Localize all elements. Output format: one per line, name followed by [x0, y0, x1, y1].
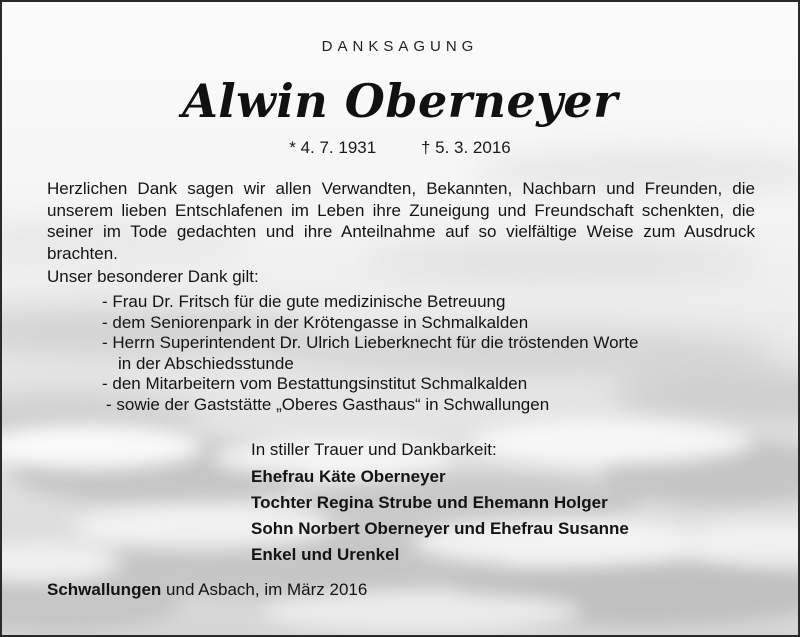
- notice-content: [2, 2, 798, 635]
- thanks-item: - dem Seniorenpark in der Krötengasse in Schmalkalden: [102, 312, 529, 332]
- family-member: Sohn Norbert Oberneyer und Ehefrau Susanne: [251, 519, 629, 538]
- deceased-name: Alwin Oberneyer: [182, 74, 618, 128]
- thanks-list: [102, 292, 742, 416]
- family-member: Ehefrau Käte Oberneyer: [251, 467, 446, 486]
- thanks-item: - Herrn Superintendent Dr. Ulrich Lieberknecht für die tröstenden Worte: [102, 333, 639, 353]
- thanks-paragraph: Herzlichen Dank sagen wir allen Verwandten, Bekannten, Nachbarn und Freunden, die unserem lieben Entschlafenen im Leben ihre Zuneigung und Freundschaft schenkten, die seiner im Tode gedachten und ihre Anteilnahme auf so vielfältige Weise zum Ausdruck brachten.: [47, 179, 755, 263]
- family-member: Enkel und Urenkel: [251, 545, 400, 564]
- thanks-item: - den Mitarbeitern vom Bestattungsinstitut Schmalkalden: [102, 374, 528, 394]
- place-and-date: [47, 579, 367, 600]
- life-dates: [2, 138, 798, 158]
- thanks-item: - Frau Dr. Fritsch für die gute medizinische Betreuung: [102, 292, 506, 311]
- place-name: Schwallungen: [47, 580, 162, 599]
- family-member: Tochter Regina Strube und Ehemann Holger: [251, 493, 608, 512]
- place-date-text: und Asbach, im März 2016: [166, 580, 368, 599]
- mourning-intro: In stiller Trauer und Dankbarkeit:: [251, 440, 497, 459]
- special-thanks-intro: Unser besonderer Dank gilt:: [47, 267, 259, 286]
- thanks-item-continuation: in der Abschiedsstunde: [118, 353, 294, 373]
- notice-heading: DANKSAGUNG: [321, 38, 479, 55]
- mourners-block: [251, 439, 771, 568]
- birth-date: * 4. 7. 1931: [289, 138, 377, 157]
- death-date: † 5. 3. 2016: [420, 138, 511, 157]
- thanks-item: - sowie der Gaststätte „Oberes Gasthaus“ in Schwallungen: [106, 394, 550, 414]
